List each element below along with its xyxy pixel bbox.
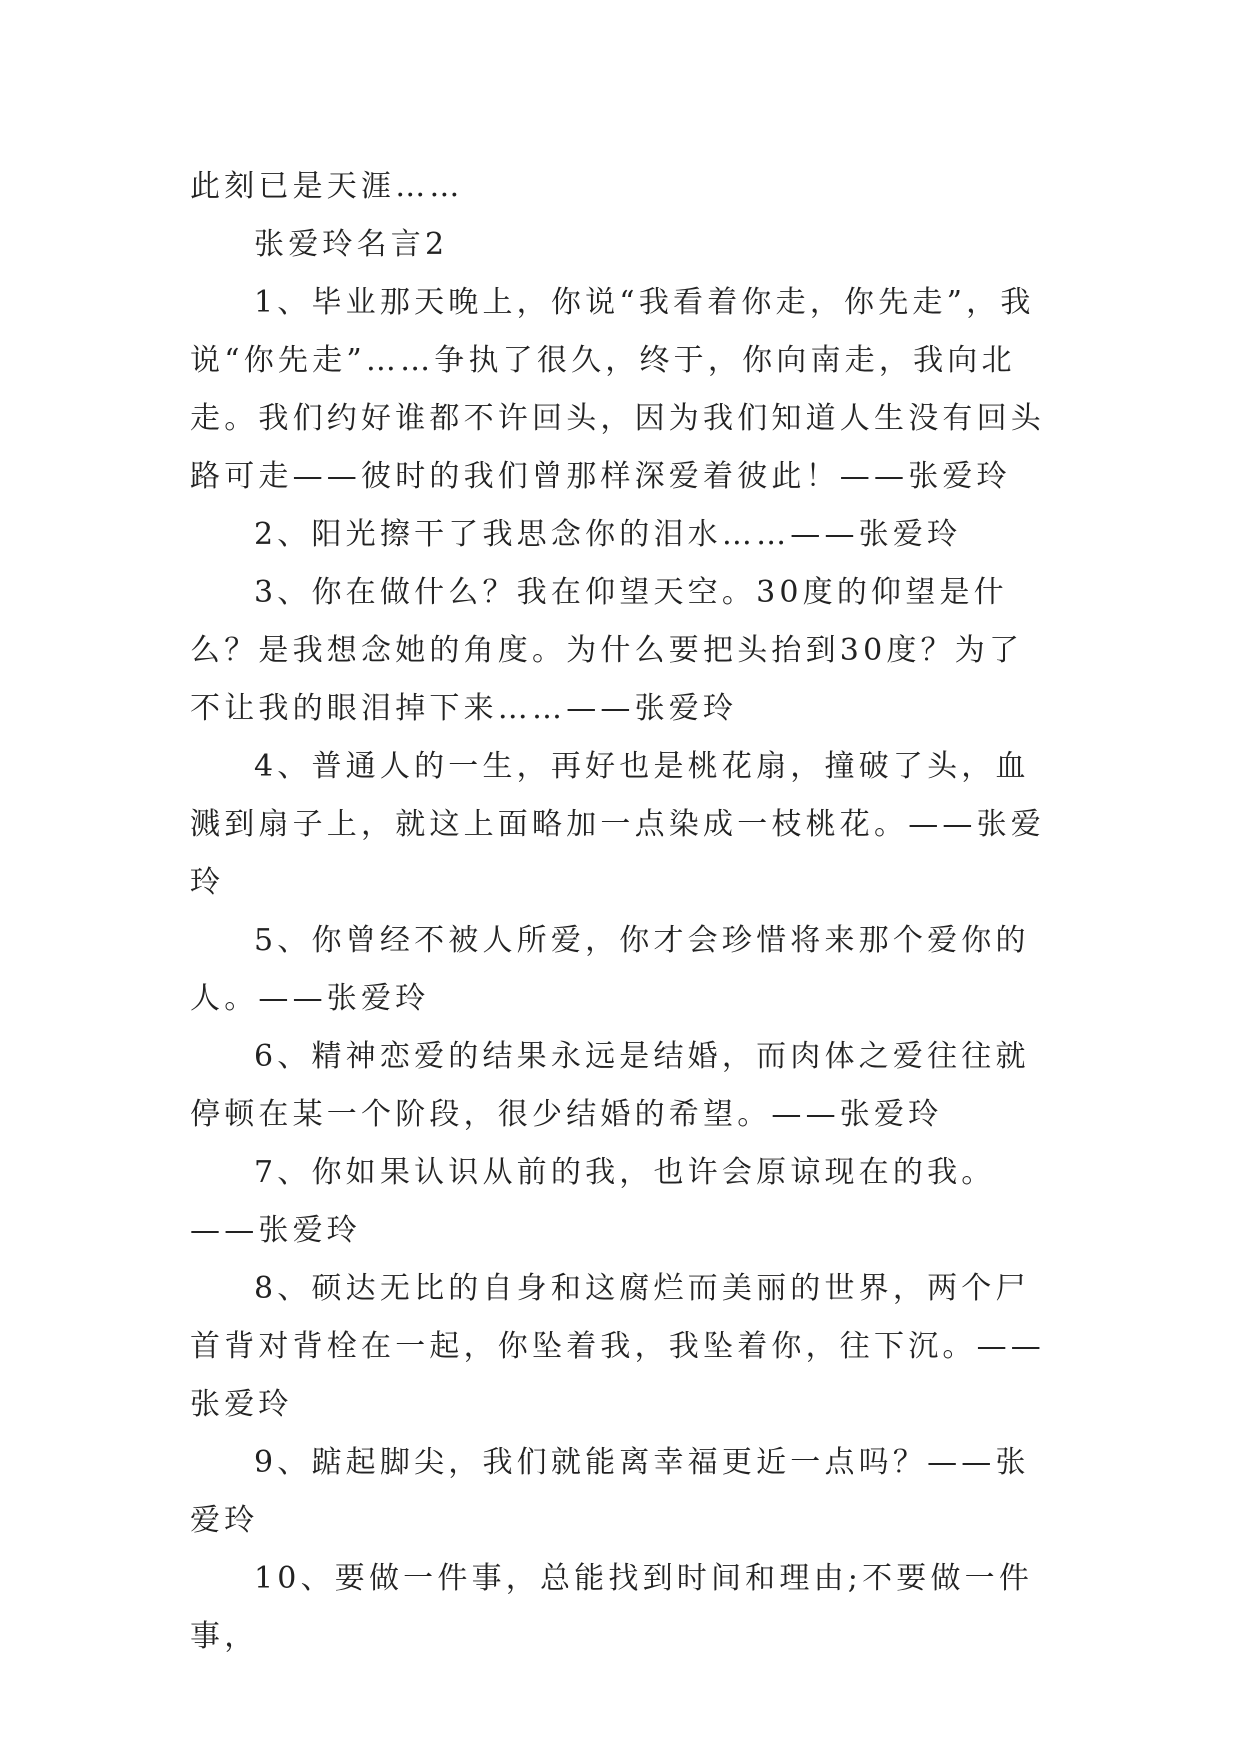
quote-paragraph: 3、你在做什么？我在仰望天空。30度的仰望是什么？是我想念她的角度。为什么要把头抬到30度？为了不让我的眼泪掉下来……——张爱玲 [190,575,1024,726]
document-body [190,158,1050,1666]
quote-paragraph: 1、毕业那天晚上，你说“我看着你走，你先走”，我说“你先走”……争执了很久，终于，你向南走，我向北走。我们约好谁都不许回头，因为我们知道人生没有回头路可走——彼时的我们曾那样深爱着彼此！——张爱玲 [190,285,1045,494]
section-heading: 张爱玲名言2 [254,227,449,262]
quote-paragraph: 7、你如果认识从前的我，也许会原谅现在的我。——张爱玲 [190,1155,996,1248]
quote-paragraph: 9、踮起脚尖，我们就能离幸福更近一点吗？——张爱玲 [190,1445,1030,1538]
quote-paragraph: 2、阳光擦干了我思念你的泪水……——张爱玲 [254,517,962,552]
quote-paragraph: 8、硕达无比的自身和这腐烂而美丽的世界，两个尸首背对背栓在一起，你坠着我，我坠着你，往下沉。——张爱玲 [190,1271,1045,1422]
paragraph-continuation: 此刻已是天涯…… [190,169,464,204]
quote-paragraph: 4、普通人的一生，再好也是桃花扇，撞破了头，血溅到扇子上，就这上面略加一点染成一枝桃花。——张爱玲 [190,749,1045,900]
quote-paragraph: 6、精神恋爱的结果永远是结婚，而肉体之爱往往就停顿在某一个阶段，很少结婚的希望。——张爱玲 [190,1039,1030,1132]
quote-paragraph: 5、你曾经不被人所爱，你才会珍惜将来那个爱你的人。——张爱玲 [190,923,1030,1016]
quote-paragraph: 10、要做一件事，总能找到时间和理由;不要做一件事， [190,1561,1034,1654]
